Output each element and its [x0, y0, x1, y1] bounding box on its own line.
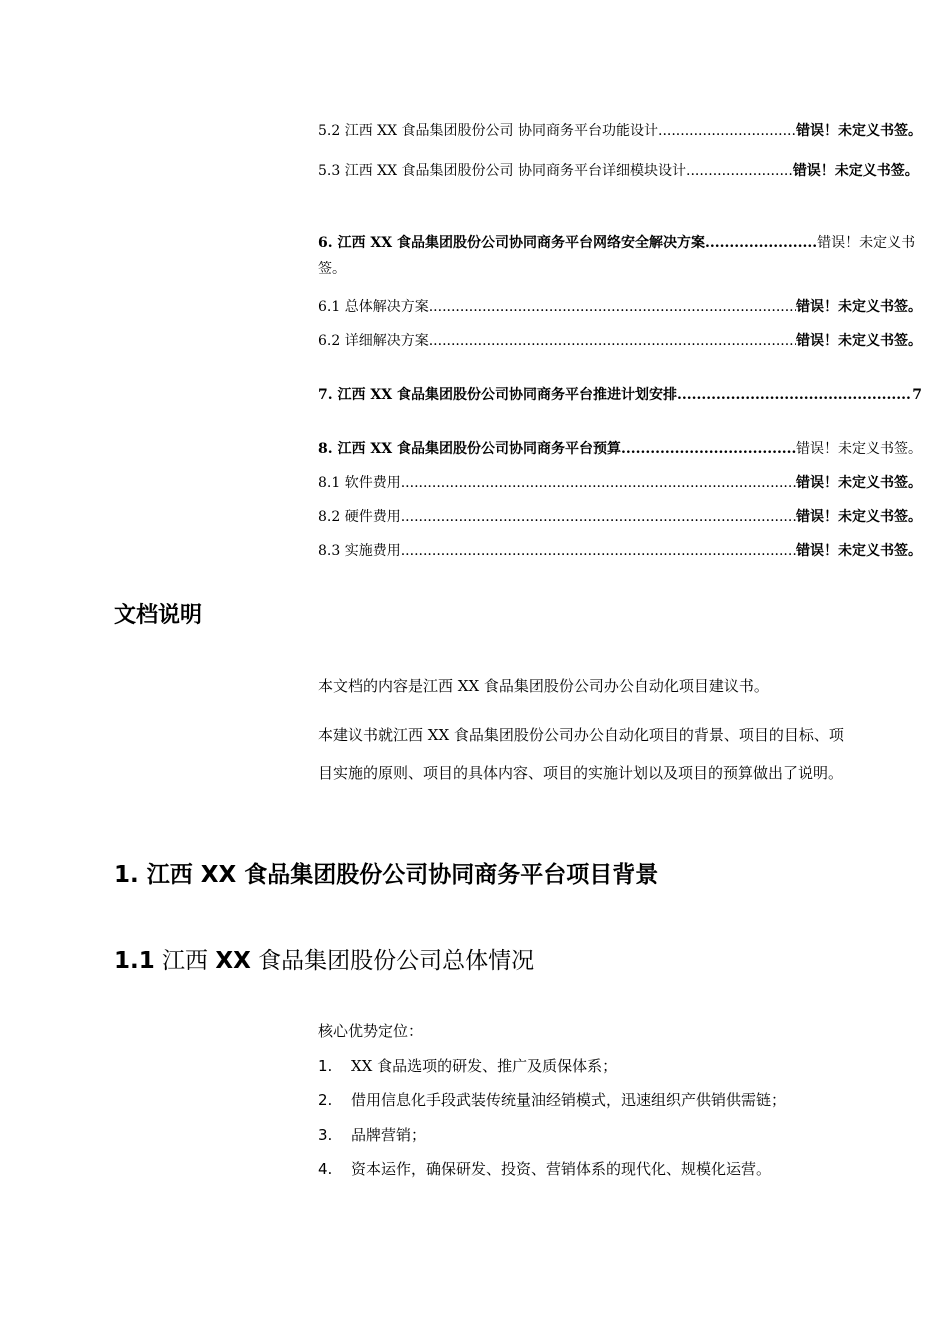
table-of-contents: [318, 120, 922, 574]
toc-entry-5-3[interactable]: [318, 154, 922, 226]
section-1-1-title-a: 江西: [154, 948, 216, 974]
toc-leader-dots: [429, 299, 796, 315]
toc-entry-5-2[interactable]: [318, 120, 922, 154]
toc-entry-ref: 7: [912, 387, 922, 403]
toc-entry-6[interactable]: [318, 226, 922, 296]
list-item: [318, 1158, 878, 1193]
toc-entry-6-1[interactable]: [318, 296, 922, 330]
toc-leader-dots: [401, 475, 796, 491]
doc-note-paragraph-1: 本文档的内容是江西 XX 食品集团股份公司办公自动化项目建议书。: [318, 677, 769, 695]
section-1-1-title-xx: XX: [215, 948, 251, 974]
list-item-number: 2.: [318, 1091, 333, 1109]
toc-entry-title: 6. 江西 XX 食品集团股份公司协同商务平台网络安全解决方案: [318, 235, 705, 251]
toc-entry-title: 6.1 总体解决方案: [318, 299, 429, 315]
toc-entry-7[interactable]: [318, 384, 922, 438]
toc-entry-ref: 错误！未定义书签。: [796, 123, 922, 139]
toc-leader-dots: [401, 509, 796, 525]
list-item-number: 3.: [318, 1125, 333, 1144]
toc-entry-title: 7. 江西 XX 食品集团股份公司协同商务平台推进计划安排: [318, 387, 677, 403]
toc-entry-ref: 错误！未定义书签。: [796, 441, 922, 457]
toc-entry-title: 8. 江西 XX 食品集团股份公司协同商务平台预算: [318, 441, 621, 457]
toc-leader-dots: [677, 387, 912, 403]
toc-entry-6-2[interactable]: [318, 330, 922, 384]
toc-entry-title: 8.2 硬件费用: [318, 509, 401, 525]
core-advantages-list: [318, 1020, 878, 1193]
list-item-text: 借用信息化手段武装传统量油经销模式，迅速组织产供销供需链；: [351, 1091, 787, 1109]
toc-leader-dots: [401, 543, 796, 559]
list-intro: 核心优势定位：: [318, 1022, 424, 1040]
toc-entry-ref: 错误！未定义书签。: [796, 475, 922, 491]
toc-entry-ref: 错误！未定义书签。: [796, 299, 922, 315]
list-item-text: 资本运作，确保研发、投资、营销体系的现代化、规模化运营。: [351, 1160, 772, 1178]
toc-entry-title: 5.3 江西 XX 食品集团股份公司 协同商务平台详细模块设计: [318, 163, 686, 179]
toc-entry-title: 5.2 江西 XX 食品集团股份公司 协同商务平台功能设计: [318, 123, 658, 139]
doc-note-paragraph-2: 本建议书就江西 XX 食品集团股份公司办公自动化项目的背景、项目的目标、项目实施的原则、项目的具体内容、项目的实施计划以及项目的预算做出了说明。: [318, 726, 844, 782]
toc-leader-dots: [429, 333, 796, 349]
doc-note-heading: 文档说明: [114, 603, 203, 628]
toc-entry-ref: 错误！未定义书签。: [796, 509, 922, 525]
list-item-number: 1.: [318, 1056, 333, 1075]
section-1-1-heading: [114, 942, 534, 975]
toc-entry-title: 8.3 实施费用: [318, 543, 401, 559]
toc-entry-title: 6.2 详细解决方案: [318, 333, 429, 349]
toc-entry-ref: 错误！未定义书签。: [792, 163, 919, 179]
list-item-text: 品牌营销；: [351, 1125, 427, 1144]
list-item: [318, 1055, 878, 1090]
toc-leader-dots: [658, 123, 796, 139]
toc-entry-8[interactable]: [318, 438, 922, 472]
toc-entry-ref: 错误！未定义书签。: [796, 543, 922, 559]
toc-entry-ref: 错误！未定义书签。: [796, 333, 922, 349]
section-1-1-number: 1.1: [114, 948, 155, 974]
list-item: [318, 1124, 878, 1159]
toc-leader-dots: ........................: [686, 163, 793, 179]
toc-entry-ref: 错误！未定义书签。: [318, 235, 916, 277]
toc-leader-dots: [621, 441, 796, 457]
toc-entry-8-3[interactable]: [318, 540, 922, 574]
section-1-heading: 1. 江西 XX 食品集团股份公司协同商务平台项目背景: [114, 862, 659, 888]
list-item: [318, 1089, 878, 1124]
toc-entry-title: 8.1 软件费用: [318, 475, 401, 491]
toc-leader-dots: .......................: [704, 235, 818, 251]
list-item-number: 4.: [318, 1160, 333, 1178]
section-1-1-title-b: 食品集团股份公司总体情况: [250, 948, 535, 974]
toc-entry-8-1[interactable]: [318, 472, 922, 506]
list-item-text: XX 食品选项的研发、推广及质保体系；: [351, 1056, 618, 1075]
toc-entry-8-2[interactable]: [318, 506, 922, 540]
